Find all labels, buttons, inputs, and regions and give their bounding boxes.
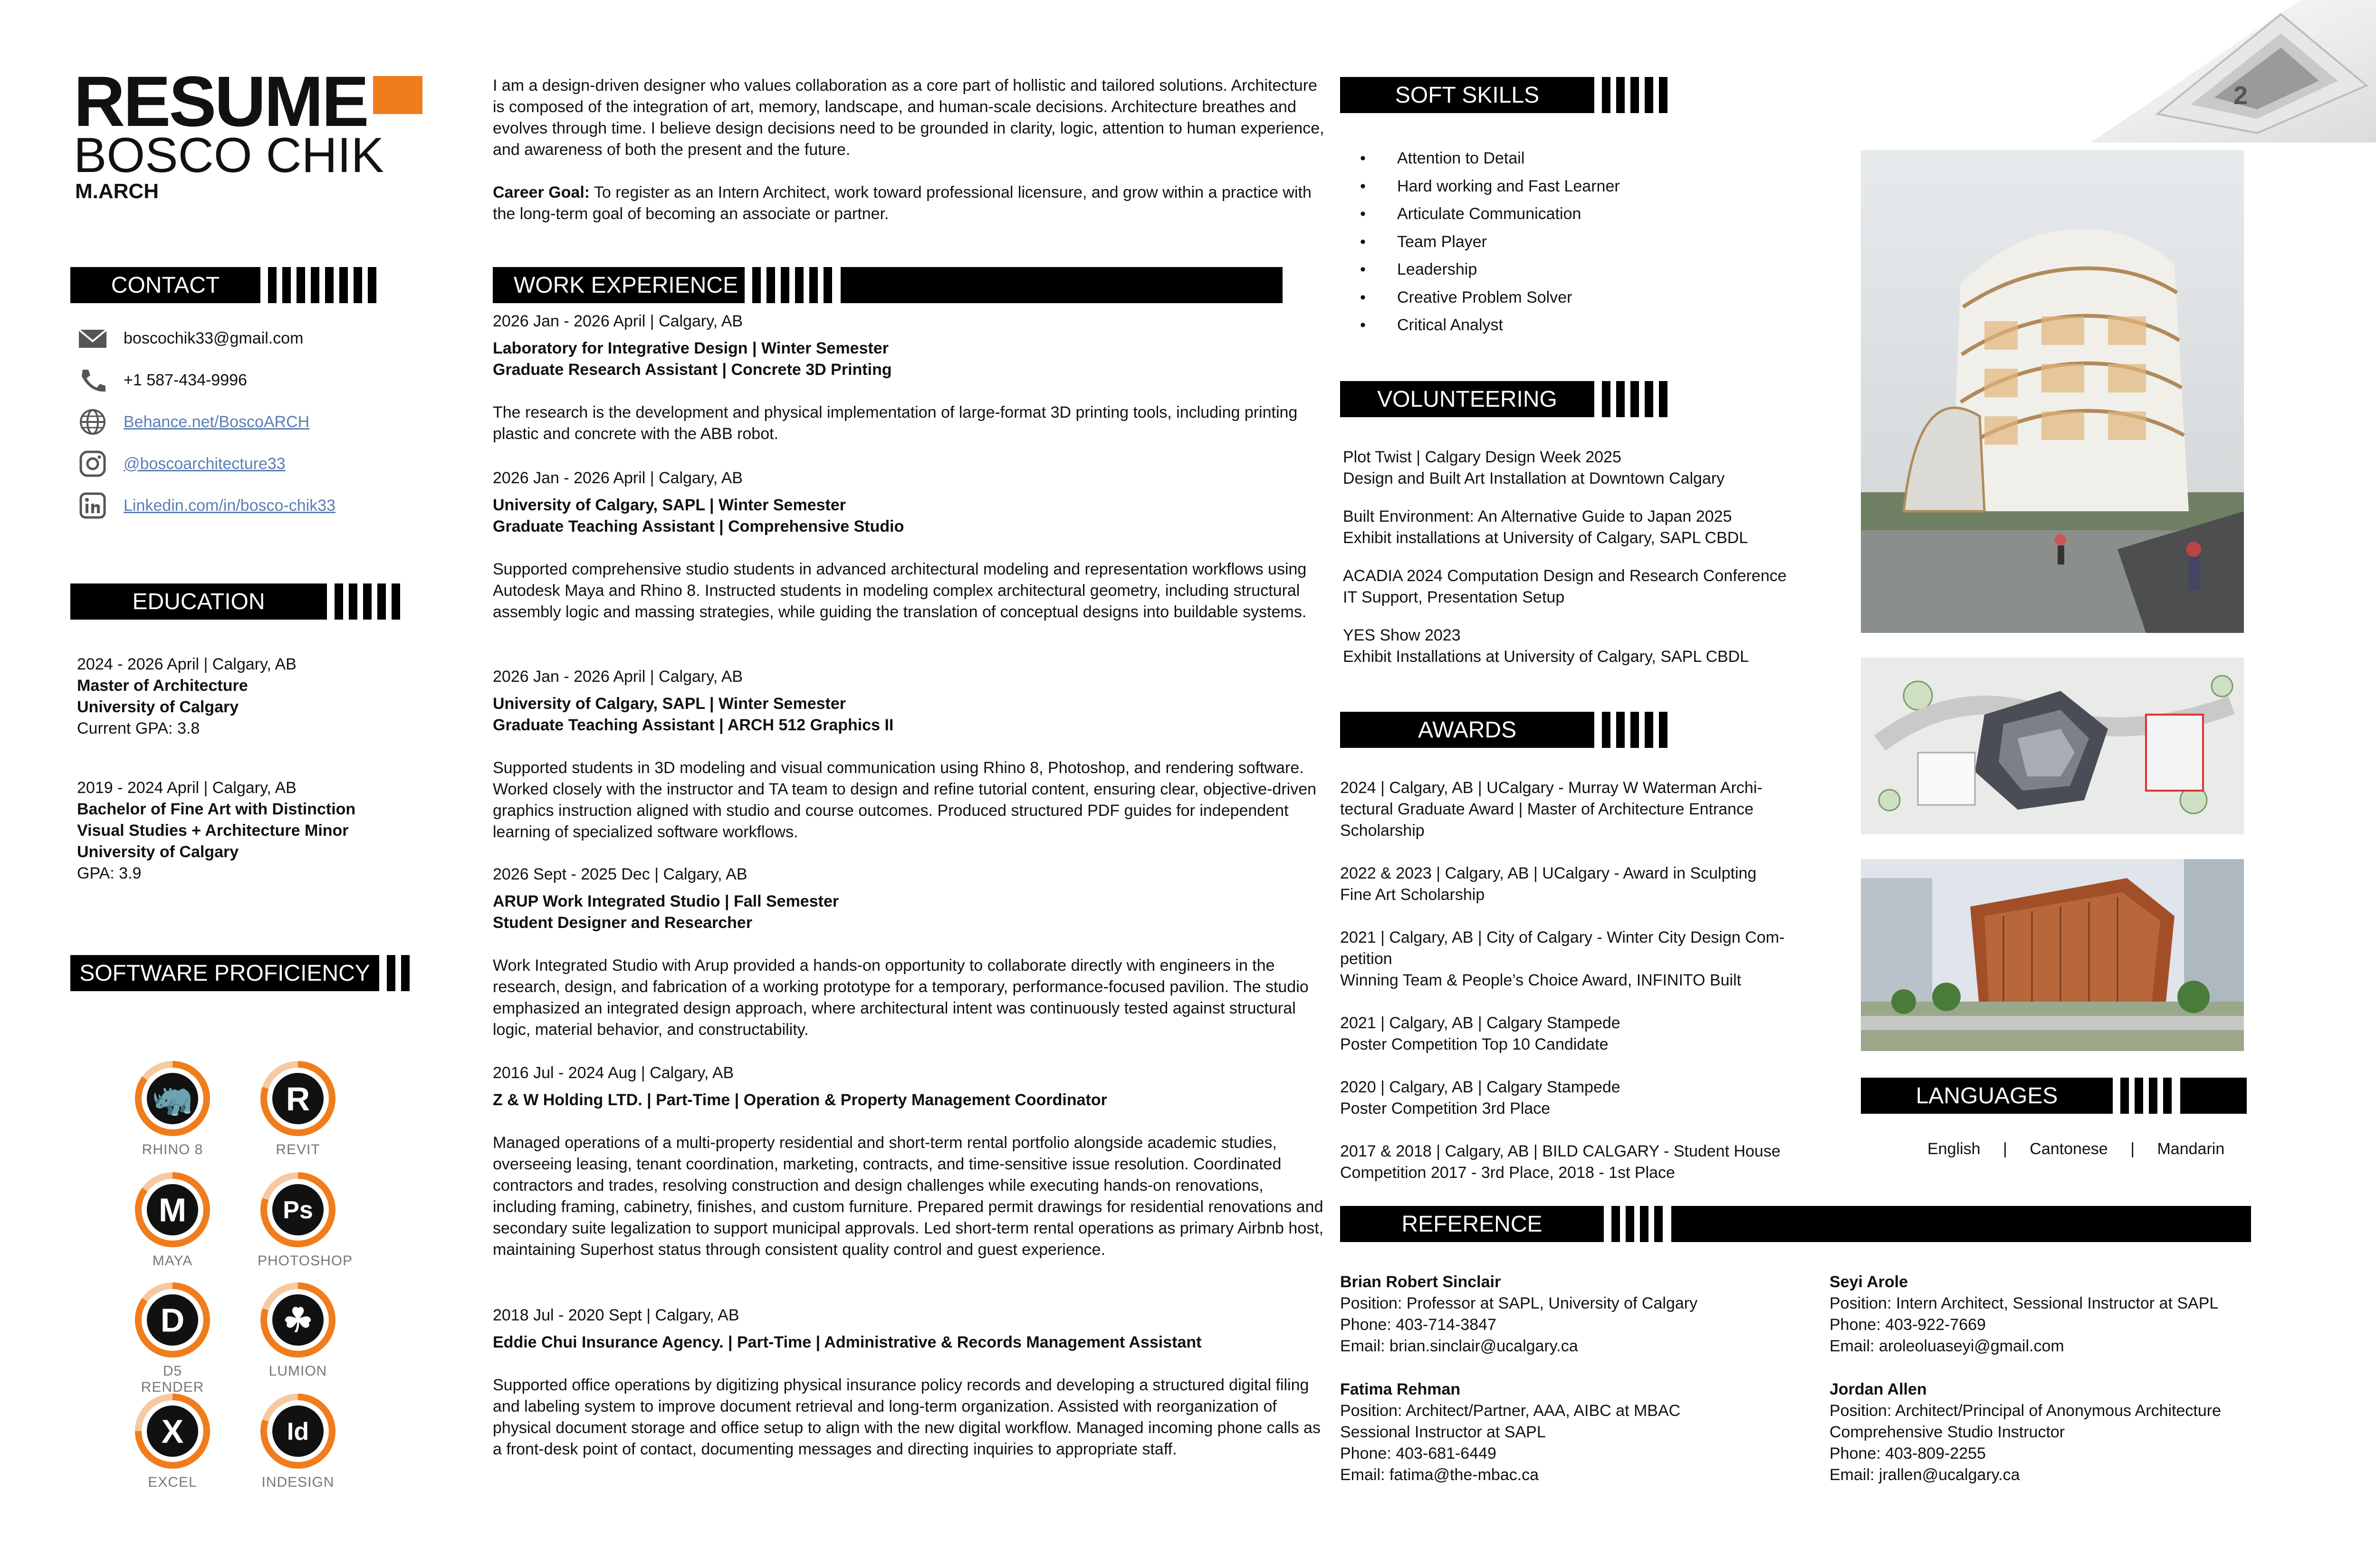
education-entry-1 xyxy=(77,654,297,739)
reference-1 xyxy=(1340,1272,1697,1357)
software-label: PHOTOSHOP xyxy=(258,1253,353,1269)
awards-header xyxy=(1340,712,1673,748)
skill-item xyxy=(1360,284,1620,312)
volunteer-title: YES Show 2023 xyxy=(1343,626,1461,644)
reference-header xyxy=(1340,1206,2251,1242)
reference-position: Position: Intern Architect, Sessional Instructor at SAPL xyxy=(1830,1294,2219,1312)
work-desc: Supported office operations by digitizing physical insurance policy records and developing a structured digital filing and labeling system to improve document retrieval and long-term organization. Assisted with reorganization of physical document storage and office setup to align with the new digital workflow. Managed incoming phone calls as a front-desk point of contact, documenting messages and directing inquiries to appropriate staff. xyxy=(493,1376,1321,1458)
award-entry xyxy=(1340,863,1834,906)
language-mandarin: Mandarin xyxy=(2157,1140,2225,1158)
reference-4 xyxy=(1830,1379,2221,1486)
work-date: 2016 Jul - 2024 Aug | Calgary, AB xyxy=(493,1064,734,1082)
reference-2 xyxy=(1830,1272,2218,1357)
software-label: MAYA xyxy=(152,1253,193,1269)
maya-icon xyxy=(134,1172,211,1248)
software-label: RHINO 8 xyxy=(142,1142,203,1157)
work-entry-4 xyxy=(493,864,1329,1041)
reference-name: Jordan Allen xyxy=(1830,1380,1927,1398)
volunteer-title: ACADIA 2024 Computation Design and Research Conference xyxy=(1343,567,1787,585)
reference-name: Brian Robert Sinclair xyxy=(1340,1273,1501,1291)
bullet-icon: • xyxy=(1360,260,1366,278)
reference-phone: Phone: 403-809-2255 xyxy=(1830,1444,1986,1463)
work-date: 2018 Jul - 2020 Sept | Calgary, AB xyxy=(493,1306,739,1324)
award-entry xyxy=(1340,927,1834,991)
work-entry-6 xyxy=(493,1305,1329,1460)
skill-item xyxy=(1360,144,1620,172)
work-desc: The research is the development and physical implementation of large-format 3D printing tools, including printing plastic and concrete with the ABB robot. xyxy=(493,403,1298,443)
indesign-icon xyxy=(260,1393,336,1469)
work-entry-1 xyxy=(493,311,1329,445)
phone-text[interactable]: +1 587-434-9996 xyxy=(124,371,247,389)
skill-item xyxy=(1360,311,1620,339)
software-item xyxy=(132,1393,213,1491)
award-line: 2021 | Calgary, AB | Calgary Stampede xyxy=(1340,1014,1620,1032)
email-text[interactable]: boscochik33@gmail.com xyxy=(124,329,304,347)
edu-gpa: Current GPA: 3.8 xyxy=(77,719,200,737)
education-title: EDUCATION xyxy=(70,583,327,620)
skill-label: Team Player xyxy=(1397,232,1487,251)
work-org: Z & W Holding LTD. | Part-Time | Operation & Property Management Coordinator xyxy=(493,1091,1107,1109)
award-line: 2022 & 2023 | Calgary, AB | UCalgary - Award in Sculpting xyxy=(1340,864,1757,882)
software-header xyxy=(70,955,415,991)
skill-item xyxy=(1360,200,1620,228)
skill-label: Leadership xyxy=(1397,260,1477,278)
volunteering-list xyxy=(1343,447,1837,668)
volunteer-title: Plot Twist | Calgary Design Week 2025 xyxy=(1343,448,1621,466)
work-header xyxy=(493,267,1283,303)
award-entry xyxy=(1340,1013,1834,1055)
education-entry-2 xyxy=(77,777,355,884)
degree-label: M.ARCH xyxy=(75,180,159,203)
volunteering-title: VOLUNTEERING xyxy=(1340,381,1594,417)
soft-skills-title: SOFT SKILLS xyxy=(1340,77,1594,113)
award-line: 2021 | Calgary, AB | City of Calgary - Winter City Design Com- xyxy=(1340,928,1785,947)
work-org: University of Calgary, SAPL | Winter Semester xyxy=(493,695,846,713)
work-org: Laboratory for Integrative Design | Winter Semester xyxy=(493,339,889,357)
award-entry xyxy=(1340,777,1834,841)
language-english: English xyxy=(1927,1140,1981,1158)
reference-email: Email: jrallen@ucalgary.ca xyxy=(1830,1466,2020,1484)
work-date: 2026 Jan - 2026 April | Calgary, AB xyxy=(493,312,743,330)
edu-date: 2019 - 2024 April | Calgary, AB xyxy=(77,779,297,797)
work-desc: Supported students in 3D modeling and visual communication using Rhino 8, Photoshop, and rendering software. Worked closely with the instructor and TA team to design and refine tutorial content, ensuring clear, objective-driven graphics instruction aligned with studio and course outcomes. Produced structured PDF guides for independent learning of specialized software workflows. xyxy=(493,759,1317,841)
skill-label: Creative Problem Solver xyxy=(1397,288,1572,306)
globe-icon xyxy=(76,408,109,436)
page-number: 2 xyxy=(2233,81,2248,110)
svg-text:Id: Id xyxy=(287,1418,309,1446)
work-role: Graduate Teaching Assistant | Comprehensive Studio xyxy=(493,517,904,535)
work-desc: Work Integrated Studio with Arup provided a hands-on opportunity to collaborate directly with engineers in the research, design, and fabrication of a working prototype for a temporary, performance-focused pavilion. The studio emphasized an integrated design approach, where architectural intent was continuously tested against structural logic, material behavior, and constructability. xyxy=(493,956,1309,1039)
mail-icon xyxy=(76,324,109,353)
soft-skills-header xyxy=(1340,77,1673,113)
work-date: 2026 Sept - 2025 Dec | Calgary, AB xyxy=(493,865,747,883)
work-desc: Supported comprehensive studio students in advanced architectural modeling and representation workflows using Autodesk Maya and Rhino 8. Instructed students in modeling complex architectural geometry, including structural assembly logic and massing strategies, while guiding the translation of conceptual designs into buildable systems. xyxy=(493,560,1307,621)
award-line: Winning Team & People’s Choice Award, INFINITO Built xyxy=(1340,971,1742,989)
work-role: Graduate Teaching Assistant | ARCH 512 Graphics II xyxy=(493,716,894,734)
reference-name: Fatima Rehman xyxy=(1340,1380,1461,1398)
language-separator: | xyxy=(2130,1140,2135,1158)
languages-header xyxy=(1861,1078,2247,1114)
award-line: 2017 & 2018 | Calgary, AB | BILD CALGARY - Student House xyxy=(1340,1142,1781,1160)
work-entry-5 xyxy=(493,1062,1329,1261)
bullet-icon: • xyxy=(1360,149,1366,167)
site-plan-image xyxy=(1861,658,2244,834)
building-exterior-image xyxy=(1861,859,2244,1051)
reference-role: Comprehensive Studio Instructor xyxy=(1830,1423,2065,1441)
award-line: tectural Graduate Award | Master of Architecture Entrance xyxy=(1340,800,1753,818)
edu-degree: Master of Architecture xyxy=(77,677,248,695)
work-entry-2 xyxy=(493,468,1329,623)
skill-label: Critical Analyst xyxy=(1397,316,1503,334)
d5render-icon xyxy=(134,1282,211,1358)
work-date: 2026 Jan - 2026 April | Calgary, AB xyxy=(493,469,743,487)
software-label: INDESIGN xyxy=(261,1474,335,1490)
reference-position: Position: Architect/Principal of Anonymous Architecture xyxy=(1830,1402,2221,1420)
work-role: Student Designer and Researcher xyxy=(493,914,753,932)
instagram-link[interactable]: @boscoarchitecture33 xyxy=(124,454,286,473)
software-item xyxy=(132,1172,213,1269)
instagram-icon xyxy=(76,449,109,478)
revit-icon xyxy=(260,1061,336,1137)
intro-section xyxy=(493,75,1329,225)
linkedin-link[interactable]: Linkedin.com/in/bosco-chik33 xyxy=(124,496,336,515)
skill-item xyxy=(1360,172,1620,201)
reference-title: REFERENCE xyxy=(1340,1206,1604,1242)
work-role: Graduate Research Assistant | Concrete 3D Printing xyxy=(493,361,892,379)
work-org: University of Calgary, SAPL | Winter Semester xyxy=(493,496,846,514)
award-line: Poster Competition 3rd Place xyxy=(1340,1100,1551,1118)
contact-title: CONTACT xyxy=(70,267,260,303)
awards-title: AWARDS xyxy=(1340,712,1594,748)
reference-role: Sessional Instructor at SAPL xyxy=(1340,1423,1546,1441)
reference-phone: Phone: 403-714-3847 xyxy=(1340,1316,1496,1334)
award-line: 2020 | Calgary, AB | Calgary Stampede xyxy=(1340,1078,1620,1096)
soft-skills-list xyxy=(1360,144,1620,339)
svg-text:☘: ☘ xyxy=(283,1301,313,1339)
edu-school: University of Calgary xyxy=(77,843,239,861)
award-entry xyxy=(1340,1077,1834,1119)
software-label: D5 RENDER xyxy=(141,1363,204,1395)
excel-icon xyxy=(134,1393,211,1469)
languages-line xyxy=(1927,1138,2224,1160)
contact-header xyxy=(70,267,382,303)
linkedin-icon xyxy=(76,491,109,520)
software-item xyxy=(132,1061,213,1158)
svg-text:M: M xyxy=(158,1191,187,1229)
phone-icon xyxy=(76,366,109,394)
volunteer-desc: Exhibit installations at University of Calgary, SAPL CBDL xyxy=(1343,529,1748,547)
awards-list xyxy=(1340,777,1834,1205)
career-goal-text: To register as an Intern Architect, work toward professional licensure, and grow within a practice with the long-term goal of becoming an associate or partner. xyxy=(493,183,1312,223)
skill-label: Attention to Detail xyxy=(1397,149,1525,167)
svg-text:Ps: Ps xyxy=(283,1196,313,1224)
software-item xyxy=(258,1172,353,1269)
reference-email: Email: fatima@the-mbac.ca xyxy=(1340,1466,1539,1484)
award-line: 2024 | Calgary, AB | UCalgary - Murray W Waterman Archi- xyxy=(1340,779,1763,797)
volunteer-title: Built Environment: An Alternative Guide to Japan 2025 xyxy=(1343,507,1732,526)
work-org: ARUP Work Integrated Studio | Fall Semester xyxy=(493,892,839,910)
reference-position: Position: Professor at SAPL, University of Calgary xyxy=(1340,1294,1698,1312)
career-goal xyxy=(493,182,1329,225)
volunteering-header xyxy=(1340,381,1673,417)
website-link[interactable]: Behance.net/BoscoARCH xyxy=(124,412,310,431)
name-title: BOSCO CHIK xyxy=(74,128,384,183)
volunteer-desc: Design and Built Art Installation at Downtown Calgary xyxy=(1343,469,1725,488)
resume-title: RESUME xyxy=(74,61,367,141)
work-org: Eddie Chui Insurance Agency. | Part-Time | Administrative & Records Management Assistant xyxy=(493,1333,1202,1351)
skill-item xyxy=(1360,228,1620,256)
bullet-icon: • xyxy=(1360,316,1366,334)
reference-email: Email: brian.sinclair@ucalgary.ca xyxy=(1340,1337,1578,1355)
work-title: WORK EXPERIENCE xyxy=(493,267,745,303)
reference-3 xyxy=(1340,1379,1680,1486)
award-line: Scholarship xyxy=(1340,822,1425,840)
svg-text:X: X xyxy=(161,1413,184,1450)
edu-degree: Bachelor of Fine Art with Distinction xyxy=(77,800,356,818)
architecture-render-image xyxy=(1861,150,2244,633)
svg-text:R: R xyxy=(286,1080,310,1118)
svg-text:D: D xyxy=(160,1301,185,1339)
software-label: EXCEL xyxy=(148,1474,197,1490)
skill-label: Hard working and Fast Learner xyxy=(1397,177,1620,195)
reference-name: Seyi Arole xyxy=(1830,1273,1908,1291)
volunteer-desc: IT Support, Presentation Setup xyxy=(1343,588,1565,606)
bullet-icon: • xyxy=(1360,205,1366,223)
reference-email: Email: aroleoluaseyi@gmail.com xyxy=(1830,1337,2064,1355)
intro-paragraph: I am a design-driven designer who values collaboration as a core part of hollistic and tailored solutions. Architecture is composed of the integration of art, memory, landscape, and human-scale decisions. Architecture breathes and evolves through time. I believe design decisions need to be grounded in clarity, logic, attention to human experience, and awareness of both the present and the future. xyxy=(493,76,1324,159)
edu-school: University of Calgary xyxy=(77,698,239,716)
bullet-icon: • xyxy=(1360,232,1366,251)
bullet-icon: • xyxy=(1360,288,1366,306)
award-line: petition xyxy=(1340,950,1392,968)
education-header xyxy=(70,583,406,620)
award-line: Fine Art Scholarship xyxy=(1340,886,1485,904)
software-label: REVIT xyxy=(276,1142,320,1157)
software-label: LUMION xyxy=(268,1363,327,1379)
language-cantonese: Cantonese xyxy=(2030,1140,2108,1158)
svg-text:🦏: 🦏 xyxy=(152,1080,193,1118)
software-item xyxy=(258,1393,338,1491)
languages-title: LANGUAGES xyxy=(1861,1078,2113,1114)
lumion-icon xyxy=(260,1282,336,1358)
bullet-icon: • xyxy=(1360,177,1366,195)
language-separator: | xyxy=(2002,1140,2007,1158)
reference-position: Position: Architect/Partner, AAA, AIBC at MBAC xyxy=(1340,1402,1681,1420)
software-item xyxy=(132,1282,213,1396)
edu-minor: Visual Studies + Architecture Minor xyxy=(77,822,349,840)
rhino-icon xyxy=(134,1061,211,1137)
software-item xyxy=(258,1282,338,1379)
reference-phone: Phone: 403-681-6449 xyxy=(1340,1444,1496,1463)
edu-date: 2024 - 2026 April | Calgary, AB xyxy=(77,655,297,673)
volunteer-desc: Exhibit Installations at University of Calgary, SAPL CBDL xyxy=(1343,648,1749,666)
award-entry xyxy=(1340,1141,1834,1184)
corner-graphic xyxy=(2034,0,2376,143)
reference-phone: Phone: 403-922-7669 xyxy=(1830,1316,1986,1334)
skill-label: Articulate Communication xyxy=(1397,205,1581,223)
software-title: SOFTWARE PROFICIENCY xyxy=(70,955,379,991)
work-entry-3 xyxy=(493,666,1329,843)
software-item xyxy=(258,1061,338,1158)
career-goal-label: Career Goal: xyxy=(493,183,590,201)
work-date: 2026 Jan - 2026 April | Calgary, AB xyxy=(493,668,743,686)
accent-square xyxy=(373,76,422,114)
work-desc: Managed operations of a multi-property residential and short-term rental portfolio alongside academic studies, overseeing leasing, tenant coordination, marketing, contracts, and time-sensitive issue resolution. Coordinated contractors and trades, resolving construction and design challenges while executing hands-on renovations, including framing, cabinetry, finishes, and custom furniture. Prepared permit drawings for residential renovations and secondary suite legalization to support municipal approvals. Led short-term rental operations as primary Airbnb host, maintaining Superhost status through consistent quality control and guest experience. xyxy=(493,1134,1324,1259)
photoshop-icon xyxy=(260,1172,336,1248)
edu-gpa: GPA: 3.9 xyxy=(77,864,142,882)
award-line: Competition 2017 - 3rd Place, 2018 - 1st Place xyxy=(1340,1164,1675,1182)
skill-item xyxy=(1360,256,1620,284)
award-line: Poster Competition Top 10 Candidate xyxy=(1340,1035,1609,1053)
